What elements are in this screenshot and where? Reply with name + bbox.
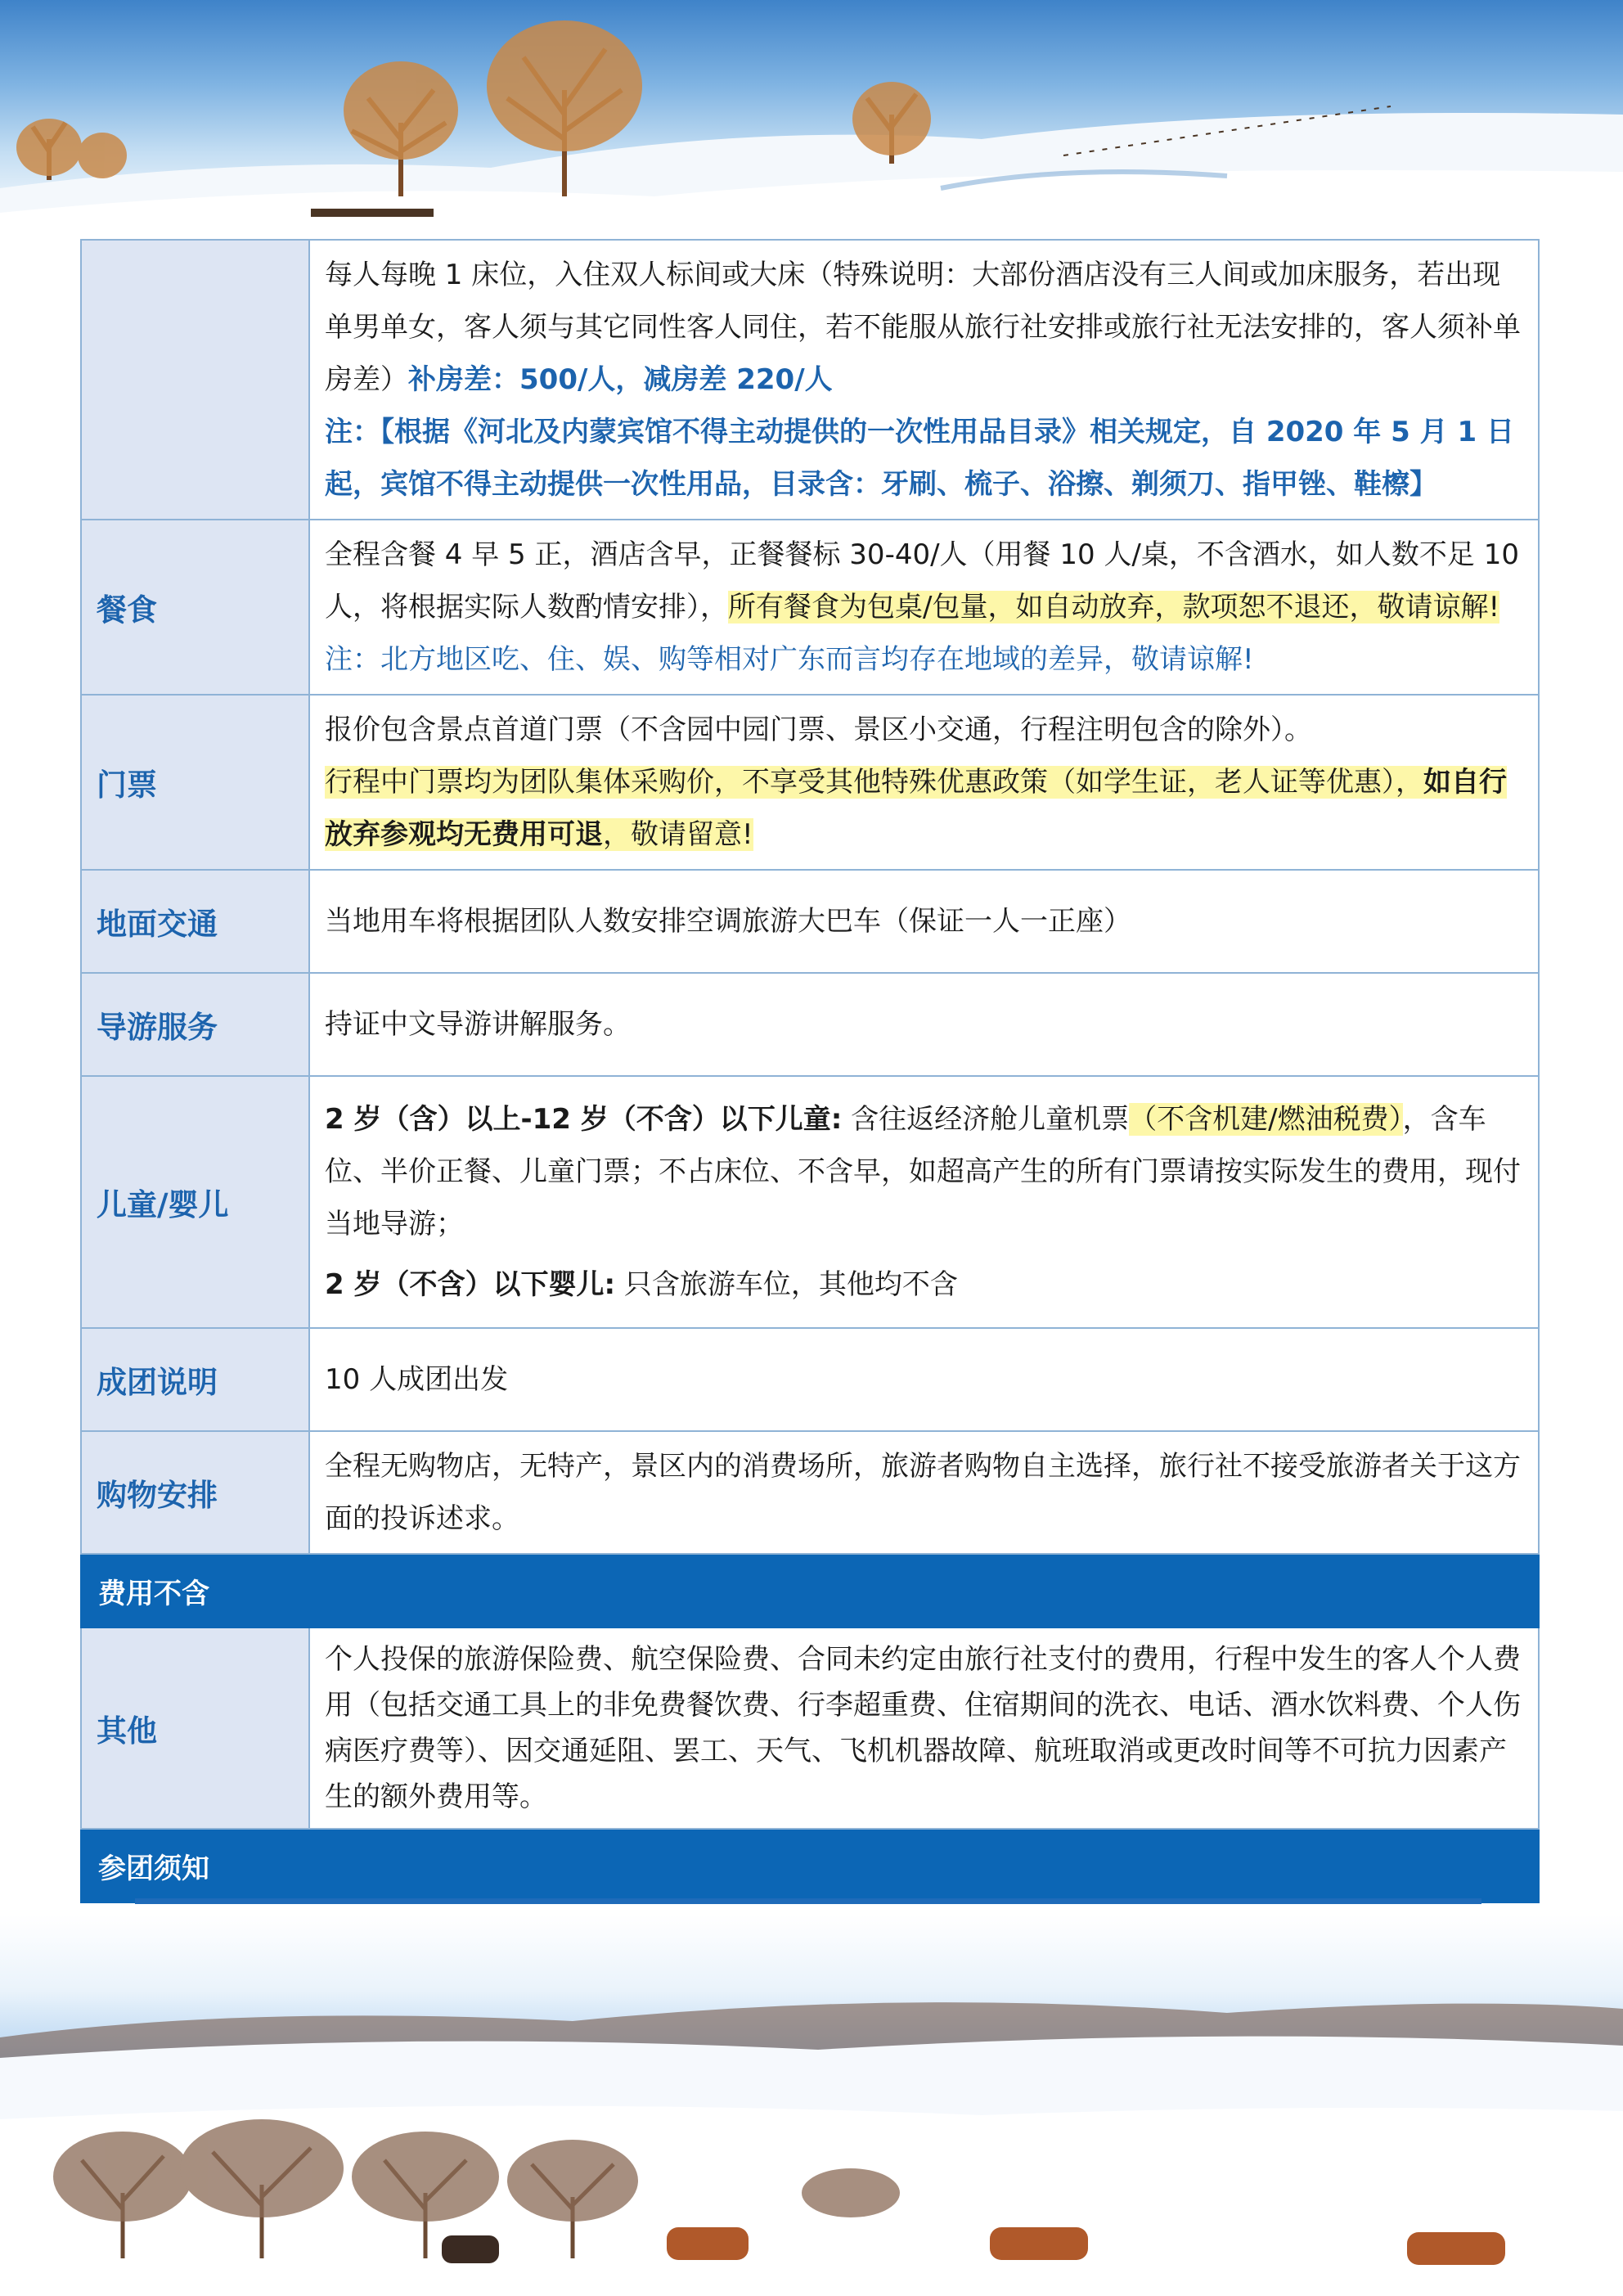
child-title: 2 岁（含）以上-12 岁（不含）以下儿童: — [325, 1103, 843, 1136]
meals-text: 全程含餐 4 早 5 正，酒店含早，正餐餐标 30-40/人（用餐 10 人/桌，不含酒水，如人数不足 10 人，将根据实际人数酌情安排）， — [325, 538, 1519, 624]
section-excluded — [81, 1554, 1539, 1627]
section-notice — [81, 1829, 1539, 1902]
row-other — [81, 1627, 1539, 1829]
row-children — [81, 1076, 1539, 1328]
row-label-guide: 导游服务 — [81, 973, 309, 1076]
row-group — [81, 1328, 1539, 1431]
child-highlight: （不含机建/燃油税费） — [1129, 1103, 1403, 1136]
infant-text: 只含旅游车位，其他均不含 — [615, 1268, 958, 1301]
row-label-empty — [81, 240, 309, 520]
tickets-highlight-end: ，敬请留意! — [603, 818, 753, 851]
infant-title: 2 岁（不含）以下婴儿: — [325, 1268, 616, 1301]
row-shopping — [81, 1431, 1539, 1554]
divider-line — [135, 1898, 1481, 1904]
row-guide — [81, 973, 1539, 1076]
group-text: 10 人成团出发 — [309, 1328, 1539, 1431]
child-text-2: ，含车位、半价正餐、儿童门票；不占床位、不含早，如超高产生的所有门票请按实际发生的费用，现付当地导游； — [325, 1103, 1521, 1240]
accommodation-text: 每人每晚 1 床位，入住双人标间或大床（特殊说明：大部份酒店没有三人间或加床服务，若出现单男单女，客人须与其它同性客人同住，若不能服从旅行社安排或旅行社无法安排的，客人须补单房差） — [325, 259, 1521, 396]
row-label-group: 成团说明 — [81, 1328, 309, 1431]
row-accommodation — [81, 240, 1539, 520]
footer-winter-scene — [0, 1915, 1623, 2296]
room-price-text: 补房差：500/人，减房差 220/人 — [408, 363, 833, 396]
itinerary-table — [80, 239, 1540, 1903]
row-label-meals: 餐食 — [81, 520, 309, 695]
section-excluded-title: 费用不含 — [81, 1554, 1539, 1627]
row-label-tickets: 门票 — [81, 695, 309, 870]
row-tickets — [81, 695, 1539, 870]
accommodation-note: 注：【根据《河北及内蒙宾馆不得主动提供的一次性用品目录》相关规定，自 2020 年 5 月 1 日起，宾馆不得主动提供一次性用品，目录含：牙刷、梳子、浴擦、剃须刀、指甲锉、鞋檫】 — [325, 416, 1514, 501]
header-winter-scene — [0, 0, 1623, 278]
transport-text: 当地用车将根据团队人数安排空调旅游大巴车（保证一人一正座） — [309, 870, 1539, 973]
row-transport — [81, 870, 1539, 973]
tickets-text: 报价包含景点首道门票（不含园中园门票、景区小交通，行程注明包含的除外）。 — [325, 714, 1312, 746]
row-meals — [81, 520, 1539, 695]
row-label-children: 儿童/婴儿 — [81, 1076, 309, 1328]
tickets-highlight-bold: 如自行放弃参观均无费用可退 — [325, 766, 1507, 851]
row-label-shopping: 购物安排 — [81, 1431, 309, 1554]
shopping-text: 全程无购物店，无特产，景区内的消费场所，旅游者购物自主选择，旅行社不接受旅游者关于这方面的投诉述求。 — [309, 1431, 1539, 1554]
meals-highlight: 所有餐食为包桌/包量，如自动放弃，款项恕不退还，敬请谅解! — [728, 591, 1500, 624]
child-text-1: 含往返经济舱儿童机票 — [842, 1103, 1130, 1136]
row-label-transport: 地面交通 — [81, 870, 309, 973]
row-label-other: 其他 — [81, 1627, 309, 1829]
other-text: 个人投保的旅游保险费、航空保险费、合同未约定由旅行社支付的费用，行程中发生的客人个人费用（包括交通工具上的非免费餐饮费、行李超重费、住宿期间的洗衣、电话、酒水饮料费、个人伤病医疗费等）、因交通延阻、罢工、天气、飞机机器故障、航班取消或更改时间等不可抗力因素产生的额外费用等。 — [309, 1627, 1539, 1829]
meals-note: 注：北方地区吃、住、娱、购等相对广东而言均存在地域的差异，敬请谅解! — [325, 643, 1254, 676]
tickets-highlight: 行程中门票均为团队集体采购价，不享受其他特殊优惠政策（如学生证，老人证等优惠）， — [325, 766, 1423, 799]
section-notice-title: 参团须知 — [81, 1829, 1539, 1902]
guide-text: 持证中文导游讲解服务。 — [309, 973, 1539, 1076]
